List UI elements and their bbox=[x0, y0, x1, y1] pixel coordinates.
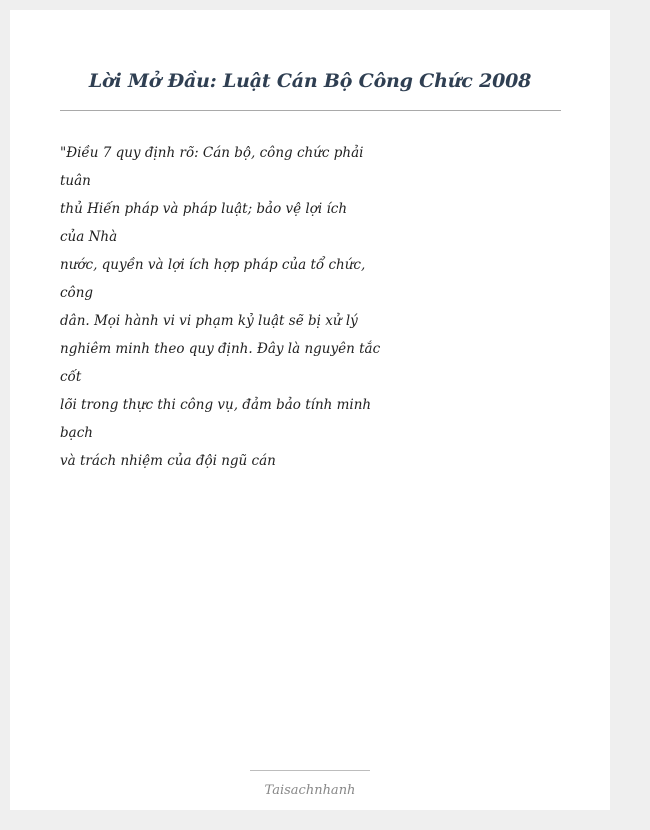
text-line: bạch bbox=[60, 425, 93, 441]
text-line: công bbox=[60, 285, 94, 301]
document-page bbox=[10, 10, 610, 810]
text-line: dân. Mọi hành vi vi phạm kỷ luật sẽ bị xử lý bbox=[60, 313, 358, 329]
footer-divider bbox=[250, 770, 370, 771]
text-line: "Điều 7 quy định rõ: Cán bộ, công chức phải bbox=[60, 145, 364, 161]
title-divider bbox=[60, 110, 561, 111]
footer-site-name: Taisachnhanh bbox=[264, 783, 356, 798]
text-line: cốt bbox=[60, 369, 82, 385]
page-title: Lời Mở Đầu: Luật Cán Bộ Công Chức 2008 bbox=[88, 70, 532, 92]
text-line: tuân bbox=[60, 173, 91, 189]
text-line: và trách nhiệm của đội ngũ cán bbox=[60, 453, 276, 469]
text-line: lõi trong thực thi công vụ, đảm bảo tính minh bbox=[60, 397, 372, 413]
page-header bbox=[60, 70, 560, 92]
text-line: nghiêm minh theo quy định. Đây là nguyên tắc bbox=[60, 341, 381, 357]
body-text bbox=[60, 139, 381, 475]
text-line: của Nhà bbox=[60, 229, 118, 245]
text-line: thủ Hiến pháp và pháp luật; bảo vệ lợi ích bbox=[60, 201, 348, 217]
text-line: nước, quyền và lợi ích hợp pháp của tổ chức, bbox=[60, 257, 366, 273]
